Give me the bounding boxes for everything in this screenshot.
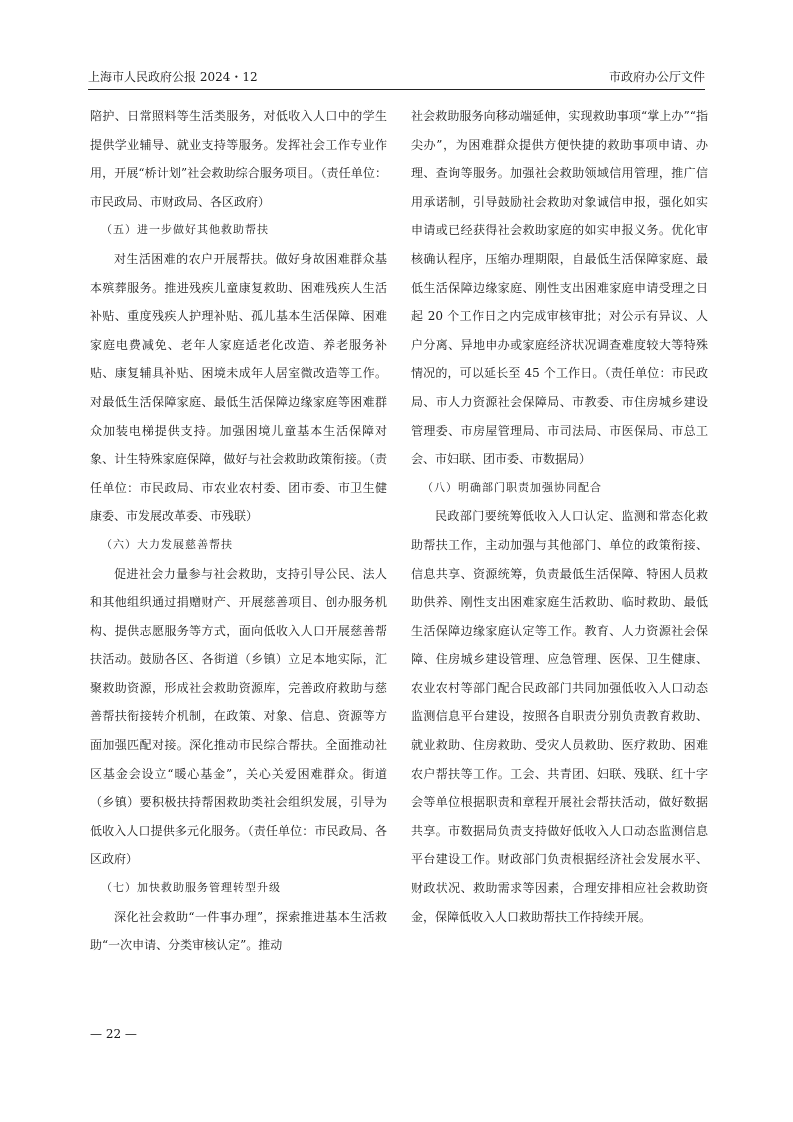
section-heading-5: （五）进一步做好其他救助帮扶 [101, 223, 269, 237]
paragraph: 促进社会力量参与社会救助，支持引导公民、法人和其他组织通过捐赠财产、开展慈善项目、创办服务机构、提供志愿服务等方式，面向低收入人口开展慈善帮扶活动。鼓励各区、各街道（乡镇）立足本地实际，汇聚救助资源，形成社会救助资源库，完善政府救助与慈善帮扶衔接转介机制，在政策、对象、信息、资源等方面加强匹配对接。深化推动市民综合帮扶。全面推动社区基金会设立“暖心基金”，关心关爱困难群众。街道（乡镇）要积极扶持帮困救助类社会组织发展，引导为低收入人口提供多元化服务。（责任单位：市民政局、各区政府） [90, 566, 387, 867]
right-column [411, 102, 708, 931]
header-divider [88, 89, 705, 90]
left-column [90, 102, 387, 960]
page-header [88, 66, 705, 88]
section-heading-8: （八）明确部门职责加强协同配合 [422, 480, 602, 494]
document-type: 市政府办公厅文件 [608, 70, 705, 84]
paragraph: 社会救助服务向移动端延伸，实现救助事项“掌上办”“指尖办”，为困难群众提供方便快捷的救助事项申请、办理、查询等服务。加强社会救助领域信用管理，推广信用承诺制，引导鼓励社会救助对象诚信申报，强化如实申请或已经获得社会救助家庭的如实申报义务。优化审核确认程序，压缩办理期限，自最低生活保障家庭、最低生活保障边缘家庭、刚性支出困难家庭申请受理之日起 20 个工作日之内完成审核审批；对公示有异议、人户分离、异地申办或家庭经济状况调查难度较大等特殊情况的，可以延长至 45 个工作日。（责任单位：市民政局、市人力资源社会保障局、市教委、市住房城乡建设管理委、市房屋管理局、市司法局、市医保局、市总工会、市妇联、团市委、市数据局） [411, 109, 708, 467]
paragraph: 深化社会救助“一件事办理”，探索推进基本生活救助“一次申请、分类审核认定”。推动 [90, 909, 387, 953]
section-heading-7: （七）加快救助服务管理转型升级 [101, 881, 281, 895]
paragraph: 民政部门要统筹低收入人口认定、监测和常态化救助帮扶工作，主动加强与其他部门、单位的政策衔接、信息共享、资源统筹，负责最低生活保障、特困人员救助供养、刚性支出困难家庭生活救助、临时救助、最低生活保障边缘家庭认定等工作。教育、人力资源社会保障、住房城乡建设管理、应急管理、医保、卫生健康、农业农村等部门配合民政部门共同加强低收入人口动态监测信息平台建设，按照各自职责分别负责教育救助、就业救助、住房救助、受灾人员救助、医疗救助、困难农户帮扶等工作。工会、共青团、妇联、残联、红十字会等单位根据职责和章程开展社会帮扶活动，做好数据共享。市数据局负责支持做好低收入人口动态监测信息平台建设工作。财政部门负责根据经济社会发展水平、财政状况、救助需求等因素，合理安排相应社会救助资金，保障低收入人口救助帮扶工作持续开展。 [411, 509, 708, 924]
journal-title: 上海市人民政府公报 2024・12 [88, 70, 258, 84]
page-number: — 22 — [90, 1027, 137, 1041]
section-heading-6: （六）大力发展慈善帮扶 [101, 537, 233, 551]
paragraph: 对生活困难的农户开展帮扶。做好身故困难群众基本殡葬服务。推进残疾儿童康复救助、困难残疾人生活补贴、重度残疾人护理补贴、孤儿基本生活保障、困难家庭电费减免、老年人家庭适老化改造、养老服务补贴、康复辅具补贴、困境未成年人居室微改造等工作。对最低生活保障家庭、最低生活保障边缘家庭等困难群众加装电梯提供支持。加强困境儿童基本生活保障对象、计生特殊家庭保障，做好与社会救助政策衔接。（责任单位：市民政局、市农业农村委、团市委、市卫生健康委、市发展改革委、市残联） [90, 251, 387, 524]
paragraph: 陪护、日常照料等生活类服务，对低收入人口中的学生提供学业辅导、就业支持等服务。发挥社会工作专业作用，开展“桥计划”社会救助综合服务项目。（责任单位：市民政局、市财政局、各区政府） [90, 109, 387, 209]
